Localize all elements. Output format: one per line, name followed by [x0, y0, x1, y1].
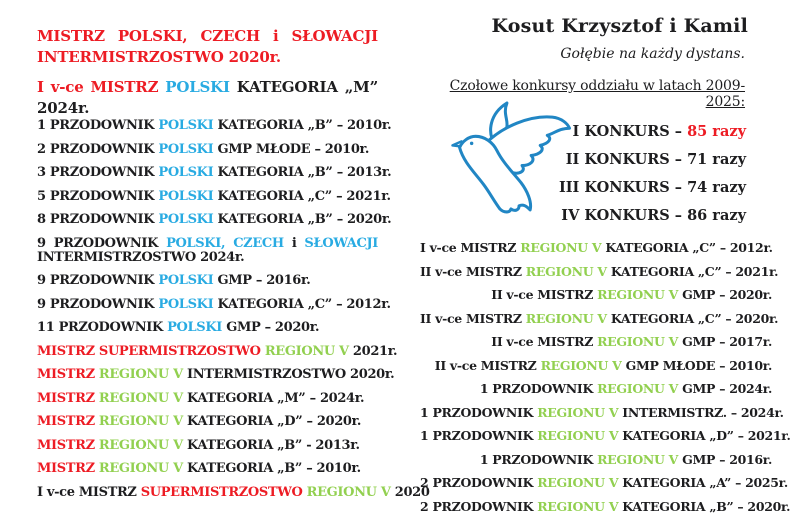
achievement-line: 9 PRZODOWNIK POLSKI GMP – 2016r. [37, 273, 311, 288]
achievement-line: 3 PRZODOWNIK POLSKI KATEGORIA „B” – 2013r. [37, 165, 392, 180]
achievement-line: II v-ce MISTRZ REGIONU V GMP – 2017r. [491, 334, 772, 349]
achievement-line: I v-ce MISTRZ REGIONU V KATEGORIA „C” – 2012r. [420, 240, 773, 255]
achievement-line: 11 PRZODOWNIK POLSKI GMP – 2020r. [37, 320, 320, 335]
achievement-line: I v-ce MISTRZ SUPERMISTRZOSTWO REGIONU V 2020 [37, 484, 430, 500]
achievement-line: II v-ce MISTRZ REGIONU V GMP – 2020r. [491, 287, 772, 302]
achievement-line: MISTRZ SUPERMISTRZOSTWO REGIONU V 2021r. [37, 343, 398, 359]
page-title: Kosut Krzysztof i Kamil [491, 15, 748, 37]
heading-line: MISTRZ POLSKI, CZECH i SŁOWACJI INTERMISTRZOSTWO 2020r. [37, 27, 378, 66]
achievement-line: MISTRZ REGIONU V KATEGORIA „B” – 2010r. [37, 461, 361, 476]
achievement-line: 8 PRZODOWNIK POLSKI KATEGORIA „B” – 2020r. [37, 212, 392, 227]
heading-line: I v-ce MISTRZ POLSKI KATEGORIA „M” 2024r. [37, 78, 378, 117]
region-achievements-list [420, 240, 791, 514]
contest-line: II KONKURS – 71 razy [565, 151, 746, 168]
page-subtitle: Gołębie na każdy dystans. [560, 46, 745, 62]
polish-achievements-list [37, 118, 430, 500]
left-column [37, 26, 430, 509]
achievement-line: MISTRZ REGIONU V KATEGORIA „D” – 2020r. [37, 414, 362, 429]
achievement-line: 9 PRZODOWNIK POLSKI KATEGORIA „C” – 2012r. [37, 296, 391, 312]
right-column [420, 0, 791, 523]
achievement-line: 1 PRZODOWNIK REGIONU V INTERMISTRZ. – 2024r. [420, 404, 784, 420]
section-heading: Czołowe konkursy oddziału w latach 2009-2025: [449, 78, 745, 110]
achievement-line: MISTRZ REGIONU V KATEGORIA „B” - 2013r. [37, 437, 360, 453]
contest-line: III KONKURS – 74 razy [558, 179, 746, 196]
achievement-line: MISTRZ REGIONU V KATEGORIA „M” – 2024r. [37, 390, 365, 406]
achievement-line: II v-ce MISTRZ REGIONU V KATEGORIA „C” – 2020r. [420, 310, 779, 326]
contest-line: IV KONKURS – 86 razy [561, 207, 746, 224]
achievement-line: 1 PRZODOWNIK REGIONU V GMP – 2016r. [479, 451, 772, 467]
achievement-line: 5 PRZODOWNIK POLSKI KATEGORIA „C” – 2021r. [37, 188, 391, 204]
achievement-line: 2 PRZODOWNIK REGIONU V KATEGORIA „B” – 2020r. [420, 498, 791, 514]
achievement-line: 9 PRZODOWNIK POLSKI, CZECH i SŁOWACJI INTERMISTRZOSTWO 2024r. [37, 235, 378, 265]
achievement-line: 2 PRZODOWNIK REGIONU V KATEGORIA „A” – 2025r. [420, 475, 788, 490]
achievement-line: MISTRZ REGIONU V INTERMISTRZOSTWO 2020r. [37, 367, 395, 382]
contest-line: I KONKURS – 85 razy [572, 123, 746, 140]
vice-champion-heading [37, 77, 378, 119]
dove-icon [450, 100, 578, 218]
achievement-line: II v-ce MISTRZ REGIONU V GMP MŁODE – 2010r. [434, 357, 772, 373]
achievement-line: 1 PRZODOWNIK REGIONU V GMP – 2024r. [479, 381, 772, 396]
achievement-line: 2 PRZODOWNIK POLSKI GMP MŁODE – 2010r. [37, 141, 370, 157]
achievement-line: II v-ce MISTRZ REGIONU V KATEGORIA „C” – 2021r. [420, 263, 779, 279]
intermistrzostwo-heading [37, 26, 378, 68]
achievement-line: 1 PRZODOWNIK REGIONU V KATEGORIA „D” – 2021r. [420, 428, 791, 443]
achievement-line: 1 PRZODOWNIK POLSKI KATEGORIA „B” – 2010r. [37, 118, 392, 133]
